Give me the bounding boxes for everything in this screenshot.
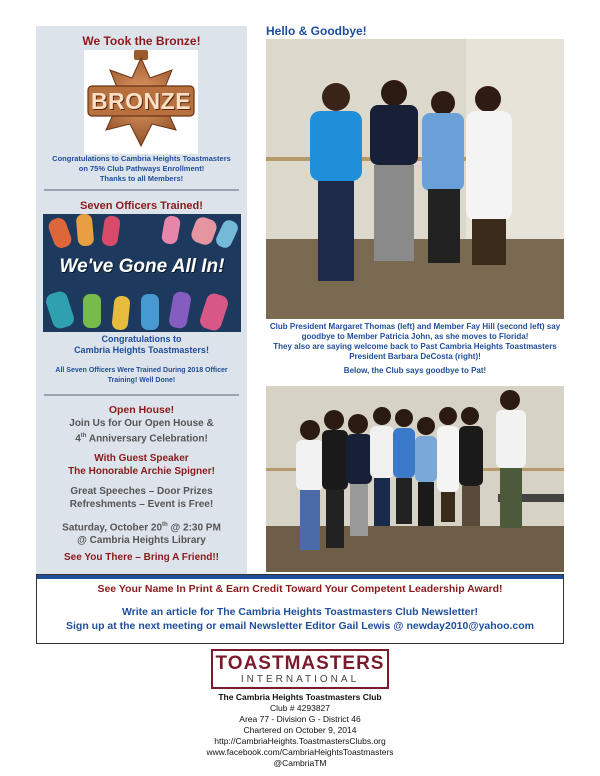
bronze-caption-line: Congratulations to Cambria Heights Toastmasters [52,154,231,163]
photo-2-image [266,386,564,572]
event-date [36,519,247,547]
bronze-caption-line: Thanks to all Members! [99,174,184,183]
club-twitter-handle[interactable]: @CambriaTM [273,758,327,768]
bronze-caption [40,154,243,184]
main-heading: Hello & Goodbye! [266,24,367,38]
promo-top-rule [37,575,563,579]
closing-line: See You There – Bring A Friend!! [63,552,220,563]
officers-title: Seven Officers Trained! [80,200,203,212]
club-facebook-link[interactable]: www.facebook.com/CambriaHeightsToastmasters [206,747,394,757]
club-area: Area 77 - Division G - District 46 [239,714,361,724]
divider [44,394,239,396]
highlight-line: Great Speeches – Door Prizes [70,486,213,497]
guest-line: The Honorable Archie Spigner! [68,466,215,477]
caption-line: Club President Margaret Thomas (left) and Member Fay Hill (second left) say [269,322,561,331]
divider [44,189,239,191]
officers-congrats-line: Congratulations to [101,334,182,344]
officers-note [40,366,243,386]
officers-note-line: Training! Well Done! [107,377,176,384]
toastmasters-logo [211,649,389,689]
open-house-line: Join Us for Our Open House & [69,418,214,429]
bronze-caption-line: on 75% Club Pathways Enrollment! [78,164,205,173]
group-photo-1 [266,39,564,319]
logo-subtitle: INTERNATIONAL [240,674,360,685]
newsletter-promo-box [36,574,564,644]
club-chartered: Chartered on October 9, 2014 [243,725,357,735]
date-line [36,519,247,534]
guest-line: With Guest Speaker [94,453,189,464]
ordinal-number: 4 [75,433,81,445]
open-house-title: Open House! [108,404,175,416]
group-photo-2 [266,386,564,572]
officers-congrats [40,334,243,356]
location-line: @ Cambria Heights Library [77,535,206,547]
date-time: @ 2:30 PM [167,522,221,534]
club-number: Club # 4293827 [269,703,331,713]
club-website-link[interactable]: http://CambriaHeights.ToastmastersClubs.org [214,736,386,746]
ordinal-suffix: th [80,433,87,439]
sidebar [36,26,247,574]
guest-speaker [36,452,247,478]
medal-text: BRONZE [90,88,192,114]
photo-2-note: Below, the Club says goodbye to Pat! [343,366,487,375]
officers-congrats-line: Cambria Heights Toastmasters! [74,345,209,355]
all-in-banner [43,214,241,332]
promo-headline: See Your Name In Print & Earn Credit Toward Your Competent Leadership Award! [97,583,503,595]
bronze-title: We Took the Bronze! [82,34,201,48]
open-house-invite [36,417,247,445]
date-text: Saturday, October 20 [62,522,163,534]
club-name: The Cambria Heights Toastmasters Club [218,692,382,702]
caption-line: goodbye to Member Patricia John, as she moves to Florida! [301,332,529,341]
open-house-line [36,430,247,445]
photo-1-caption [266,322,564,362]
officers-note-line: All Seven Officers Were Trained During 2018 Officer [55,367,228,374]
ordinal-rest: Anniversary Celebration! [86,433,208,445]
banner-text: We've Gone All In! [59,256,225,277]
caption-line: President Barbara DeCosta (right)! [349,352,481,361]
highlight-line: Refreshments – Event is Free! [69,499,214,510]
promo-line: Write an article for The Cambria Heights Toastmasters Club Newsletter! [121,606,479,618]
date-suffix: th [162,522,168,528]
event-highlights [36,485,247,511]
caption-line: They also are saying welcome back to Past Cambria Heights Toastmasters [273,342,557,351]
photo-1-image [266,39,564,319]
logo-wordmark: TOASTMASTERS [215,653,385,674]
promo-email-line: Sign up at the next meeting or email Newsletter Editor Gail Lewis @ newday2010@yahoo.com [65,620,534,632]
bronze-medal-image [84,50,198,154]
